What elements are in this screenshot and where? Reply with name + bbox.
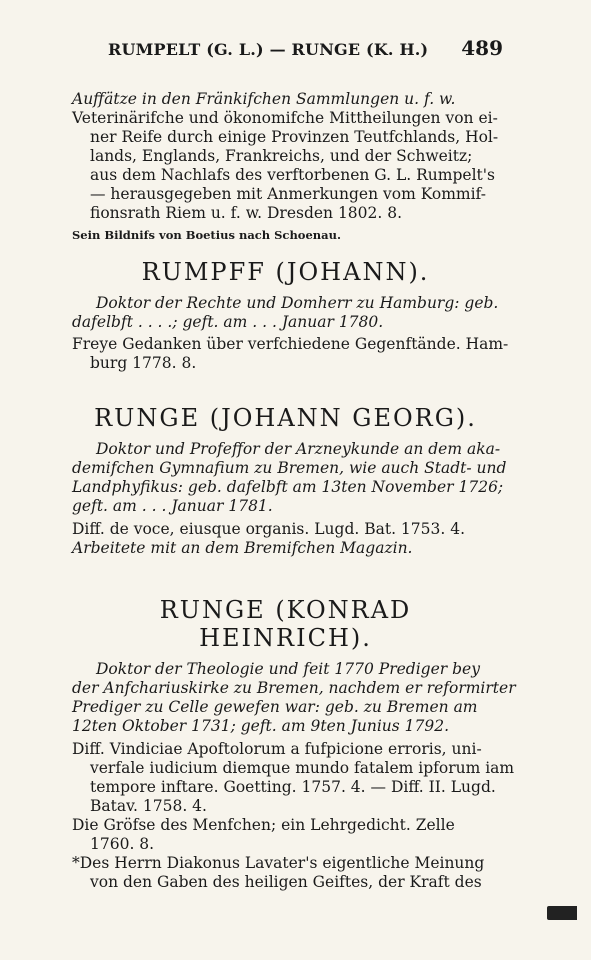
runge-konrad-entry	[72, 596, 516, 892]
work-line: 1760. 8.	[90, 835, 155, 853]
page-edge-mark	[547, 906, 577, 920]
bio-line: Doktor der Rechte und Domherr zu Hamburg: geb.	[96, 294, 499, 312]
work-line: verfale iudicium diemque mundo fatalem ipforum iam	[90, 759, 515, 777]
rumpelt-work-line: Veterinärifche und ökonomifche Mittheilungen von ei-	[72, 109, 498, 127]
rumpelt-work-line: fionsrath Riem u. f. w. Dresden 1802. 8.	[90, 204, 403, 222]
rumpelt-work-line: lands, Englands, Frankreichs, und der Schweitz;	[90, 147, 473, 165]
work-line: Freye Gedanken über verfchiedene Gegenftände. Ham-	[72, 335, 509, 353]
work-line: *Des Herrn Diakonus Lavater's eigentliche Meinung	[72, 854, 485, 872]
bio-line: geft. am . . . Januar 1781.	[72, 497, 273, 515]
work-line: Diff. de voce, eiusque organis. Lugd. Bat. 1753. 4.	[72, 520, 466, 538]
bio-line: Doktor und Profeffor der Arzneykunde an dem aka-	[96, 440, 501, 458]
work-line: Arbeitete mit an dem Bremifchen Magazin.	[72, 539, 413, 557]
bio-line: 12ten Oktober 1731; geft. am 9ten Junius 1792.	[72, 717, 450, 735]
rumpelt-work-line: — herausgegeben mit Anmerkungen vom Kommif-	[90, 185, 486, 203]
bio-line: Doktor der Theologie und feit 1770 Prediger bey	[96, 660, 480, 678]
rumpff-entry	[72, 258, 509, 373]
work-line: Batav. 1758. 4.	[90, 797, 207, 815]
work-line: von den Gaben des heiligen Geiftes, der Kraft des	[90, 873, 482, 891]
running-head: RUMPELT (G. L.) — RUNGE (K. H.)	[108, 40, 429, 59]
rumpelt-work-line: aus dem Nachlafs des verftorbenen G. L. Rumpelt's	[90, 166, 495, 184]
bio-line: demifchen Gymnafium zu Bremen, wie auch Stadt- und	[72, 459, 507, 477]
work-line: Die Gröfse des Menfchen; ein Lehrgedicht. Zelle	[72, 816, 455, 834]
bio-line: der Anfchariuskirke zu Bremen, nachdem er reformirter	[72, 679, 516, 697]
bio-line: Prediger zu Celle gewefen war: geb. zu Bremen am	[72, 698, 478, 716]
rumpelt-work-line: Auffätze in den Fränkifchen Sammlungen u. f. w.	[72, 90, 456, 108]
entry-heading: RUMPFF (JOHANN).	[141, 258, 430, 286]
rumpelt-work-line: ner Reife durch einige Provinzen Teutfchlands, Hol-	[90, 128, 499, 146]
rumpelt-entry-continuation	[72, 90, 499, 243]
runge-johann-entry	[72, 404, 507, 558]
bio-line: Landphyfikus: geb. dafelbft am 13ten November 1726;	[72, 478, 504, 496]
work-line: burg 1778. 8.	[90, 354, 197, 372]
entry-heading: RUNGE (KONRAD HEINRICH).	[159, 596, 412, 652]
page-number: 489	[461, 36, 503, 60]
work-line: tempore inftare. Goetting. 1757. 4. — Diff. II. Lugd.	[90, 778, 496, 796]
portrait-note: Sein Bildnifs von Boetius nach Schoenau.	[72, 228, 341, 242]
entry-heading: RUNGE (JOHANN GEORG).	[94, 404, 477, 432]
work-line: Diff. Vindiciae Apoftolorum a fufpicione erroris, uni-	[72, 740, 482, 758]
bio-line: dafelbft . . . .; geft. am . . . Januar 1780.	[72, 313, 384, 331]
